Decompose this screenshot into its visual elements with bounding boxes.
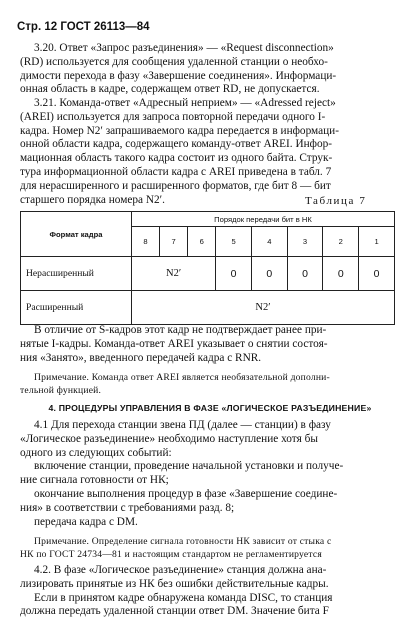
- text-line: тельной функцией.: [20, 384, 102, 396]
- row-label-extended: Расширенный: [21, 291, 132, 325]
- text-line: передача кадра с DM.: [34, 515, 138, 528]
- text-line: Примечание. Команда ответ AREI является необязательной дополни-: [34, 372, 330, 383]
- text-line: Примечание. Определение сигнала готовности НК зависит от стыка с: [34, 536, 332, 547]
- note-ready-signal: [20, 536, 394, 561]
- paragraph-after-table: [20, 324, 394, 365]
- paragraph-3-20: [20, 42, 394, 97]
- text-line: кадра. Номер N2′ запрашиваемого кадра передается в информаци-: [20, 124, 339, 137]
- text-line: Если в принятом кадре обнаружена команда DISC, то станция: [34, 591, 333, 604]
- row-label-unextended: Нерасширенный: [21, 257, 132, 291]
- table-row: [21, 257, 395, 291]
- text-line: 3.20. Ответ «Запрос разъединения» — «Request disconnection»: [34, 42, 334, 54]
- text-line: НК по ГОСТ 24734—81 и настоящим стандартом не регламентируется: [20, 548, 322, 560]
- bit-order-table: [20, 211, 395, 325]
- text-line: ние сигнала готовности от НК;: [20, 474, 169, 487]
- zero-bit: 0: [251, 257, 287, 291]
- text-line: одного из следующих событий:: [20, 446, 172, 459]
- text-line: 3.21. Команда-ответ «Адресный неприем» — «Adressed reject»: [34, 97, 336, 109]
- text-line: старшего порядка номера N2′.: [20, 193, 165, 206]
- n2-value: N2′: [132, 291, 395, 325]
- bit-header: 7: [160, 227, 188, 257]
- text-line: ния» в соответствии с требованиями разд. 8;: [20, 501, 235, 514]
- text-line: димости перехода в фазу «Завершение соединения». Информаци-: [20, 69, 337, 82]
- table-row: [21, 291, 395, 325]
- text-line: онная область в кадре, содержащем ответ RD, не допускается.: [20, 83, 320, 96]
- n2-value: N2′: [132, 257, 216, 291]
- page-header: Стр. 12 ГОСТ 26113—84: [17, 21, 150, 33]
- zero-bit: 0: [287, 257, 323, 291]
- bit-header: 2: [323, 227, 359, 257]
- text-line: тура информационной области кадра с AREI приведена в табл. 7: [20, 165, 332, 178]
- text-line: (RD) используется для сообщения удаленной станции о необхо-: [20, 55, 328, 68]
- bit-header: 8: [132, 227, 160, 257]
- text-line: лизировать принятые из НК без ошибки действительные кадры.: [20, 577, 329, 590]
- bit-header: 1: [359, 227, 395, 257]
- paragraph-4-1: [20, 419, 394, 529]
- column-header-format: Формат кадра: [21, 212, 132, 257]
- text-line: должна передать удаленной станции ответ DM. Значение бита F: [20, 605, 329, 618]
- bit-header: 3: [287, 227, 323, 257]
- text-line: включение станции, проведение начальной установки и получе-: [34, 460, 344, 473]
- zero-bit: 0: [216, 257, 252, 291]
- paragraph-4-2: [20, 564, 394, 619]
- text-line: окончание выполнения процедур в фазе «Завершение соедине-: [34, 487, 338, 500]
- text-line: нятые I-кадры. Команда-ответ AREI указывает о снятии состоя-: [20, 337, 328, 350]
- bit-header: 4: [251, 227, 287, 257]
- text-line: В отличие от S-кадров этот кадр не подтверждает ранее при-: [34, 324, 327, 336]
- text-line: для нерасширенного и расширенного форматов, где бит 8 — бит: [20, 179, 331, 192]
- bit-header: 5: [216, 227, 252, 257]
- text-line: онной области кадра, содержащего команду-ответ AREI. Инфор-: [20, 138, 333, 151]
- column-header-bit-order: Порядок передачи бит в НК: [132, 212, 395, 227]
- paragraph-3-21: [20, 97, 394, 207]
- text-line: 4.2. В фазе «Логическое разъединение» станция должна ана-: [34, 564, 327, 576]
- note-arei: [20, 372, 394, 397]
- text-line: 4.1 Для перехода станции звена ПД (далее — станции) в фазу: [34, 419, 331, 431]
- bit-header: 6: [188, 227, 216, 257]
- zero-bit: 0: [323, 257, 359, 291]
- section-title: 4. ПРОЦЕДУРЫ УПРАВЛЕНИЯ В ФАЗЕ «ЛОГИЧЕСКОЕ РАЗЪЕДИНЕНИЕ»: [48, 403, 372, 413]
- table-caption: Таблица 7: [305, 195, 367, 207]
- text-line: «Логическое разъединение» необходимо наступление хотя бы: [20, 432, 318, 445]
- text-line: мационная область такого кадра состоит из одного байта. Струк-: [20, 152, 333, 165]
- zero-bit: 0: [359, 257, 395, 291]
- text-line: (AREI) используется для запроса повторной передачи одного I-: [20, 110, 326, 123]
- text-line: ния «Занято», введенного передачей кадра с RNR.: [20, 351, 262, 364]
